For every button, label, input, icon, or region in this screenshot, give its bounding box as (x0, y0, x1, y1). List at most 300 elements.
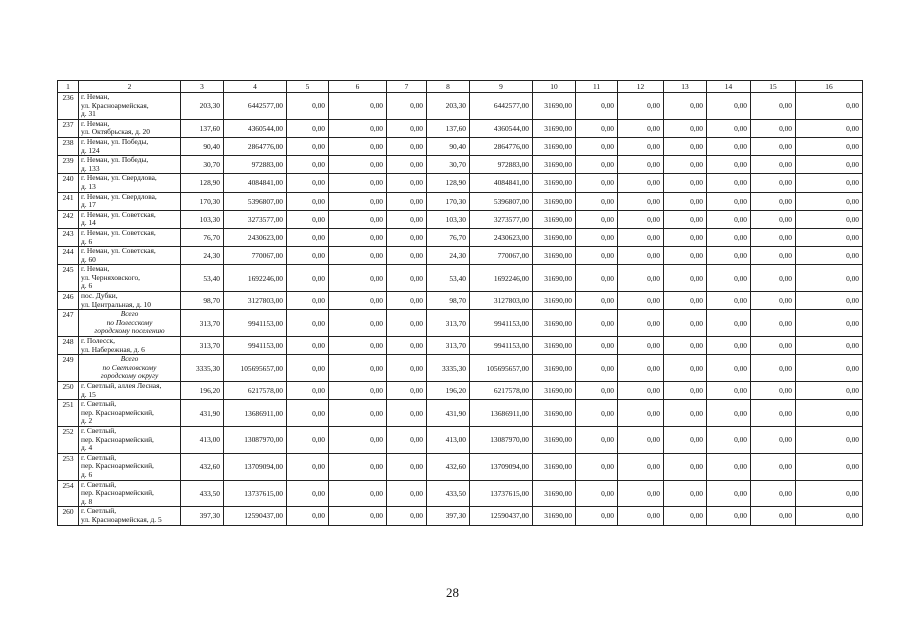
row-number: 241 (58, 192, 79, 210)
value-cell: 0,00 (287, 400, 329, 427)
value-cell: 0,00 (707, 507, 751, 525)
address-cell: пос. Дубки, ул. Центральная, д. 10 (79, 292, 181, 310)
value-cell: 31690,00 (533, 93, 576, 120)
total-row (58, 310, 863, 337)
value-cell: 0,00 (387, 480, 427, 507)
value-cell: 6442577,00 (224, 93, 287, 120)
address-cell: г. Неман, ул. Свердлова, д. 13 (79, 174, 181, 192)
value-cell: 24,30 (181, 247, 224, 265)
address-cell: г. Неман, ул. Победы, д. 133 (79, 156, 181, 174)
value-cell: 24,30 (427, 247, 470, 265)
value-cell: 0,00 (329, 265, 387, 292)
value-cell: 0,00 (287, 137, 329, 155)
table-row (58, 400, 863, 427)
value-cell: 4360544,00 (224, 119, 287, 137)
value-cell: 0,00 (618, 480, 664, 507)
table-row (58, 292, 863, 310)
column-header: 13 (664, 81, 707, 93)
table-body (58, 81, 863, 526)
value-cell: 9941153,00 (224, 310, 287, 337)
value-cell: 0,00 (796, 382, 863, 400)
value-cell: 0,00 (576, 355, 618, 382)
table-row (58, 382, 863, 400)
value-cell: 0,00 (618, 228, 664, 246)
value-cell: 13737615,00 (224, 480, 287, 507)
value-cell: 53,40 (427, 265, 470, 292)
value-cell: 170,30 (427, 192, 470, 210)
value-cell: 2430623,00 (224, 228, 287, 246)
value-cell: 31690,00 (533, 137, 576, 155)
value-cell: 0,00 (707, 228, 751, 246)
value-cell: 0,00 (796, 137, 863, 155)
value-cell: 13686911,00 (470, 400, 533, 427)
value-cell: 0,00 (576, 292, 618, 310)
value-cell: 13737615,00 (470, 480, 533, 507)
value-cell: 0,00 (707, 310, 751, 337)
value-cell: 0,00 (287, 355, 329, 382)
value-cell: 0,00 (576, 507, 618, 525)
value-cell: 0,00 (287, 480, 329, 507)
page-number: 28 (446, 585, 459, 600)
value-cell: 3127803,00 (224, 292, 287, 310)
value-cell: 0,00 (796, 247, 863, 265)
value-cell: 0,00 (751, 507, 796, 525)
value-cell: 0,00 (329, 247, 387, 265)
row-number: 240 (58, 174, 79, 192)
value-cell: 0,00 (664, 310, 707, 337)
column-header: 3 (181, 81, 224, 93)
value-cell: 0,00 (618, 119, 664, 137)
value-cell: 0,00 (576, 228, 618, 246)
value-cell: 0,00 (387, 137, 427, 155)
column-header: 16 (796, 81, 863, 93)
row-number: 239 (58, 156, 79, 174)
table-row (58, 426, 863, 453)
value-cell: 6217578,00 (470, 382, 533, 400)
value-cell: 0,00 (387, 426, 427, 453)
value-cell: 0,00 (707, 265, 751, 292)
value-cell: 0,00 (329, 355, 387, 382)
value-cell: 0,00 (287, 210, 329, 228)
address-cell: г. Неман, ул. Октябрьская, д. 20 (79, 119, 181, 137)
value-cell: 31690,00 (533, 247, 576, 265)
value-cell: 0,00 (618, 137, 664, 155)
value-cell: 0,00 (751, 382, 796, 400)
address-cell: г. Светлый, ул. Красноармейская, д. 5 (79, 507, 181, 525)
value-cell: 0,00 (664, 382, 707, 400)
value-cell: 31690,00 (533, 382, 576, 400)
value-cell: 0,00 (664, 507, 707, 525)
value-cell: 3273577,00 (470, 210, 533, 228)
value-cell: 76,70 (181, 228, 224, 246)
value-cell: 0,00 (751, 192, 796, 210)
value-cell: 0,00 (618, 192, 664, 210)
value-cell: 0,00 (751, 247, 796, 265)
value-cell: 0,00 (618, 93, 664, 120)
row-number: 249 (58, 355, 79, 382)
column-header: 15 (751, 81, 796, 93)
value-cell: 5396807,00 (470, 192, 533, 210)
value-cell: 31690,00 (533, 453, 576, 480)
value-cell: 413,00 (181, 426, 224, 453)
value-cell: 5396807,00 (224, 192, 287, 210)
row-number: 251 (58, 400, 79, 427)
value-cell: 0,00 (329, 400, 387, 427)
value-cell: 76,70 (427, 228, 470, 246)
value-cell: 0,00 (329, 210, 387, 228)
value-cell: 0,00 (751, 137, 796, 155)
value-cell: 0,00 (796, 192, 863, 210)
value-cell: 0,00 (329, 337, 387, 355)
value-cell: 6217578,00 (224, 382, 287, 400)
value-cell: 0,00 (387, 119, 427, 137)
column-header: 10 (533, 81, 576, 93)
value-cell: 431,90 (427, 400, 470, 427)
value-cell: 0,00 (751, 400, 796, 427)
table-row (58, 480, 863, 507)
value-cell: 0,00 (618, 210, 664, 228)
value-cell: 0,00 (796, 210, 863, 228)
value-cell: 0,00 (387, 247, 427, 265)
value-cell: 0,00 (796, 426, 863, 453)
value-cell: 0,00 (751, 156, 796, 174)
value-cell: 31690,00 (533, 480, 576, 507)
address-cell: Всего по Светловскому городскому округу (79, 355, 181, 382)
row-number: 245 (58, 265, 79, 292)
value-cell: 0,00 (796, 292, 863, 310)
value-cell: 972883,00 (224, 156, 287, 174)
value-cell: 0,00 (329, 93, 387, 120)
column-header: 9 (470, 81, 533, 93)
value-cell: 0,00 (329, 426, 387, 453)
value-cell: 0,00 (576, 247, 618, 265)
value-cell: 0,00 (576, 210, 618, 228)
value-cell: 0,00 (751, 210, 796, 228)
value-cell: 0,00 (576, 265, 618, 292)
value-cell: 432,60 (181, 453, 224, 480)
column-header: 5 (287, 81, 329, 93)
value-cell: 0,00 (576, 453, 618, 480)
value-cell: 12590437,00 (470, 507, 533, 525)
address-cell: г. Неман, ул. Советская, д. 14 (79, 210, 181, 228)
value-cell: 0,00 (707, 156, 751, 174)
value-cell: 0,00 (751, 426, 796, 453)
value-cell: 0,00 (707, 247, 751, 265)
row-number: 242 (58, 210, 79, 228)
value-cell: 90,40 (181, 137, 224, 155)
table-row (58, 265, 863, 292)
address-cell: г. Полесск, ул. Набережная, д. 6 (79, 337, 181, 355)
value-cell: 128,90 (181, 174, 224, 192)
value-cell: 13709094,00 (470, 453, 533, 480)
column-header: 12 (618, 81, 664, 93)
value-cell: 313,70 (181, 337, 224, 355)
value-cell: 0,00 (329, 310, 387, 337)
value-cell: 53,40 (181, 265, 224, 292)
document-sheet (57, 80, 862, 526)
row-number: 237 (58, 119, 79, 137)
value-cell: 397,30 (427, 507, 470, 525)
value-cell: 0,00 (664, 119, 707, 137)
value-cell: 0,00 (707, 210, 751, 228)
table-row (58, 453, 863, 480)
value-cell: 31690,00 (533, 310, 576, 337)
value-cell: 0,00 (664, 247, 707, 265)
value-cell: 4084841,00 (224, 174, 287, 192)
value-cell: 0,00 (387, 174, 427, 192)
value-cell: 0,00 (387, 93, 427, 120)
value-cell: 0,00 (576, 192, 618, 210)
value-cell: 0,00 (287, 426, 329, 453)
value-cell: 103,30 (427, 210, 470, 228)
value-cell: 431,90 (181, 400, 224, 427)
value-cell: 203,30 (181, 93, 224, 120)
value-cell: 0,00 (287, 156, 329, 174)
value-cell: 0,00 (618, 400, 664, 427)
value-cell: 0,00 (796, 453, 863, 480)
value-cell: 0,00 (287, 507, 329, 525)
row-number: 253 (58, 453, 79, 480)
value-cell: 0,00 (387, 382, 427, 400)
value-cell: 0,00 (329, 228, 387, 246)
value-cell: 31690,00 (533, 400, 576, 427)
value-cell: 9941153,00 (224, 337, 287, 355)
value-cell: 105695657,00 (224, 355, 287, 382)
value-cell: 0,00 (707, 337, 751, 355)
table-row (58, 337, 863, 355)
value-cell: 13709094,00 (224, 453, 287, 480)
value-cell: 0,00 (576, 137, 618, 155)
value-cell: 196,20 (427, 382, 470, 400)
value-cell: 0,00 (387, 210, 427, 228)
value-cell: 0,00 (287, 292, 329, 310)
value-cell: 3335,30 (181, 355, 224, 382)
address-cell: г. Светлый, аллея Лесная, д. 15 (79, 382, 181, 400)
value-cell: 0,00 (707, 93, 751, 120)
value-cell: 0,00 (287, 119, 329, 137)
value-cell: 0,00 (664, 228, 707, 246)
row-number: 238 (58, 137, 79, 155)
value-cell: 0,00 (796, 337, 863, 355)
value-cell: 13087970,00 (224, 426, 287, 453)
table-row (58, 247, 863, 265)
value-cell: 2864776,00 (470, 137, 533, 155)
value-cell: 0,00 (329, 156, 387, 174)
value-cell: 0,00 (751, 265, 796, 292)
value-cell: 0,00 (576, 93, 618, 120)
value-cell: 9941153,00 (470, 310, 533, 337)
value-cell: 770067,00 (470, 247, 533, 265)
value-cell: 0,00 (664, 174, 707, 192)
value-cell: 0,00 (287, 174, 329, 192)
value-cell: 0,00 (796, 480, 863, 507)
value-cell: 0,00 (751, 228, 796, 246)
value-cell: 4084841,00 (470, 174, 533, 192)
value-cell: 0,00 (664, 480, 707, 507)
value-cell: 31690,00 (533, 228, 576, 246)
value-cell: 98,70 (427, 292, 470, 310)
value-cell: 0,00 (618, 355, 664, 382)
address-cell: г. Неман, ул. Красноармейская, д. 31 (79, 93, 181, 120)
value-cell: 6442577,00 (470, 93, 533, 120)
table-row (58, 228, 863, 246)
column-header: 4 (224, 81, 287, 93)
row-number: 244 (58, 247, 79, 265)
value-cell: 0,00 (618, 174, 664, 192)
address-cell: г. Неман, ул. Черняховского, д. 6 (79, 265, 181, 292)
value-cell: 0,00 (576, 400, 618, 427)
address-cell: г. Светлый, пер. Красноармейский, д. 2 (79, 400, 181, 427)
value-cell: 0,00 (576, 310, 618, 337)
value-cell: 0,00 (707, 355, 751, 382)
total-row (58, 355, 863, 382)
column-header: 7 (387, 81, 427, 93)
value-cell: 0,00 (287, 247, 329, 265)
value-cell: 0,00 (287, 453, 329, 480)
value-cell: 770067,00 (224, 247, 287, 265)
value-cell: 31690,00 (533, 426, 576, 453)
table-row (58, 119, 863, 137)
value-cell: 432,60 (427, 453, 470, 480)
row-number: 246 (58, 292, 79, 310)
value-cell: 31690,00 (533, 507, 576, 525)
value-cell: 0,00 (576, 426, 618, 453)
value-cell: 0,00 (618, 292, 664, 310)
row-number: 248 (58, 337, 79, 355)
value-cell: 0,00 (751, 453, 796, 480)
value-cell: 0,00 (707, 292, 751, 310)
table-row (58, 507, 863, 525)
value-cell: 0,00 (707, 426, 751, 453)
value-cell: 31690,00 (533, 265, 576, 292)
value-cell: 103,30 (181, 210, 224, 228)
value-cell: 31690,00 (533, 156, 576, 174)
value-cell: 137,60 (427, 119, 470, 137)
value-cell: 0,00 (287, 265, 329, 292)
value-cell: 31690,00 (533, 292, 576, 310)
value-cell: 0,00 (618, 310, 664, 337)
value-cell: 1692246,00 (224, 265, 287, 292)
address-cell: г. Светлый, пер. Красноармейский, д. 8 (79, 480, 181, 507)
value-cell: 433,50 (427, 480, 470, 507)
address-cell: г. Светлый, пер. Красноармейский, д. 4 (79, 426, 181, 453)
value-cell: 0,00 (387, 337, 427, 355)
value-cell: 0,00 (287, 337, 329, 355)
column-header: 1 (58, 81, 79, 93)
value-cell: 0,00 (707, 453, 751, 480)
table-row (58, 174, 863, 192)
value-cell: 98,70 (181, 292, 224, 310)
address-cell: Всего по Полесскому городскому поселению (79, 310, 181, 337)
value-cell: 0,00 (796, 93, 863, 120)
value-cell: 0,00 (287, 192, 329, 210)
address-cell: г. Неман, ул. Победы, д. 124 (79, 137, 181, 155)
value-cell: 0,00 (664, 292, 707, 310)
value-cell: 0,00 (387, 192, 427, 210)
table-row (58, 156, 863, 174)
value-cell: 0,00 (796, 228, 863, 246)
value-cell: 313,70 (427, 337, 470, 355)
value-cell: 313,70 (427, 310, 470, 337)
value-cell: 31690,00 (533, 192, 576, 210)
value-cell: 0,00 (329, 453, 387, 480)
row-number: 236 (58, 93, 79, 120)
value-cell: 0,00 (329, 480, 387, 507)
value-cell: 0,00 (796, 400, 863, 427)
value-cell: 0,00 (707, 137, 751, 155)
value-cell: 0,00 (618, 453, 664, 480)
column-header: 11 (576, 81, 618, 93)
value-cell: 397,30 (181, 507, 224, 525)
value-cell: 0,00 (287, 93, 329, 120)
value-cell: 0,00 (751, 310, 796, 337)
value-cell: 0,00 (387, 355, 427, 382)
address-cell: г. Неман, ул. Свердлова, д. 17 (79, 192, 181, 210)
value-cell: 90,40 (427, 137, 470, 155)
value-cell: 0,00 (576, 119, 618, 137)
value-cell: 2864776,00 (224, 137, 287, 155)
value-cell: 0,00 (576, 156, 618, 174)
column-header: 14 (707, 81, 751, 93)
table-row (58, 137, 863, 155)
value-cell: 0,00 (664, 426, 707, 453)
value-cell: 0,00 (618, 382, 664, 400)
value-cell: 31690,00 (533, 355, 576, 382)
value-cell: 0,00 (664, 453, 707, 480)
value-cell: 203,30 (427, 93, 470, 120)
value-cell: 0,00 (618, 265, 664, 292)
value-cell: 313,70 (181, 310, 224, 337)
value-cell: 13686911,00 (224, 400, 287, 427)
address-cell: г. Неман, ул. Советская, д. 6 (79, 228, 181, 246)
value-cell: 105695657,00 (470, 355, 533, 382)
row-number: 254 (58, 480, 79, 507)
value-cell: 413,00 (427, 426, 470, 453)
header-row (58, 81, 863, 93)
value-cell: 3273577,00 (224, 210, 287, 228)
row-number: 252 (58, 426, 79, 453)
value-cell: 0,00 (576, 480, 618, 507)
value-cell: 0,00 (664, 210, 707, 228)
value-cell: 0,00 (707, 174, 751, 192)
value-cell: 0,00 (751, 480, 796, 507)
value-cell: 196,20 (181, 382, 224, 400)
value-cell: 0,00 (664, 156, 707, 174)
value-cell: 12590437,00 (224, 507, 287, 525)
table-row (58, 210, 863, 228)
address-cell: г. Неман, ул. Советская, д. 60 (79, 247, 181, 265)
value-cell: 433,50 (181, 480, 224, 507)
value-cell: 0,00 (796, 310, 863, 337)
address-cell: г. Светлый, пер. Красноармейский, д. 6 (79, 453, 181, 480)
value-cell: 0,00 (329, 174, 387, 192)
value-cell: 0,00 (707, 382, 751, 400)
value-cell: 0,00 (751, 174, 796, 192)
value-cell: 0,00 (751, 119, 796, 137)
value-cell: 0,00 (387, 507, 427, 525)
value-cell: 0,00 (664, 400, 707, 427)
value-cell: 0,00 (576, 174, 618, 192)
value-cell: 0,00 (618, 426, 664, 453)
value-cell: 2430623,00 (470, 228, 533, 246)
table-row (58, 93, 863, 120)
row-number: 247 (58, 310, 79, 337)
value-cell: 0,00 (387, 156, 427, 174)
value-cell: 0,00 (796, 119, 863, 137)
value-cell: 3335,30 (427, 355, 470, 382)
value-cell: 0,00 (751, 93, 796, 120)
value-cell: 13087970,00 (470, 426, 533, 453)
